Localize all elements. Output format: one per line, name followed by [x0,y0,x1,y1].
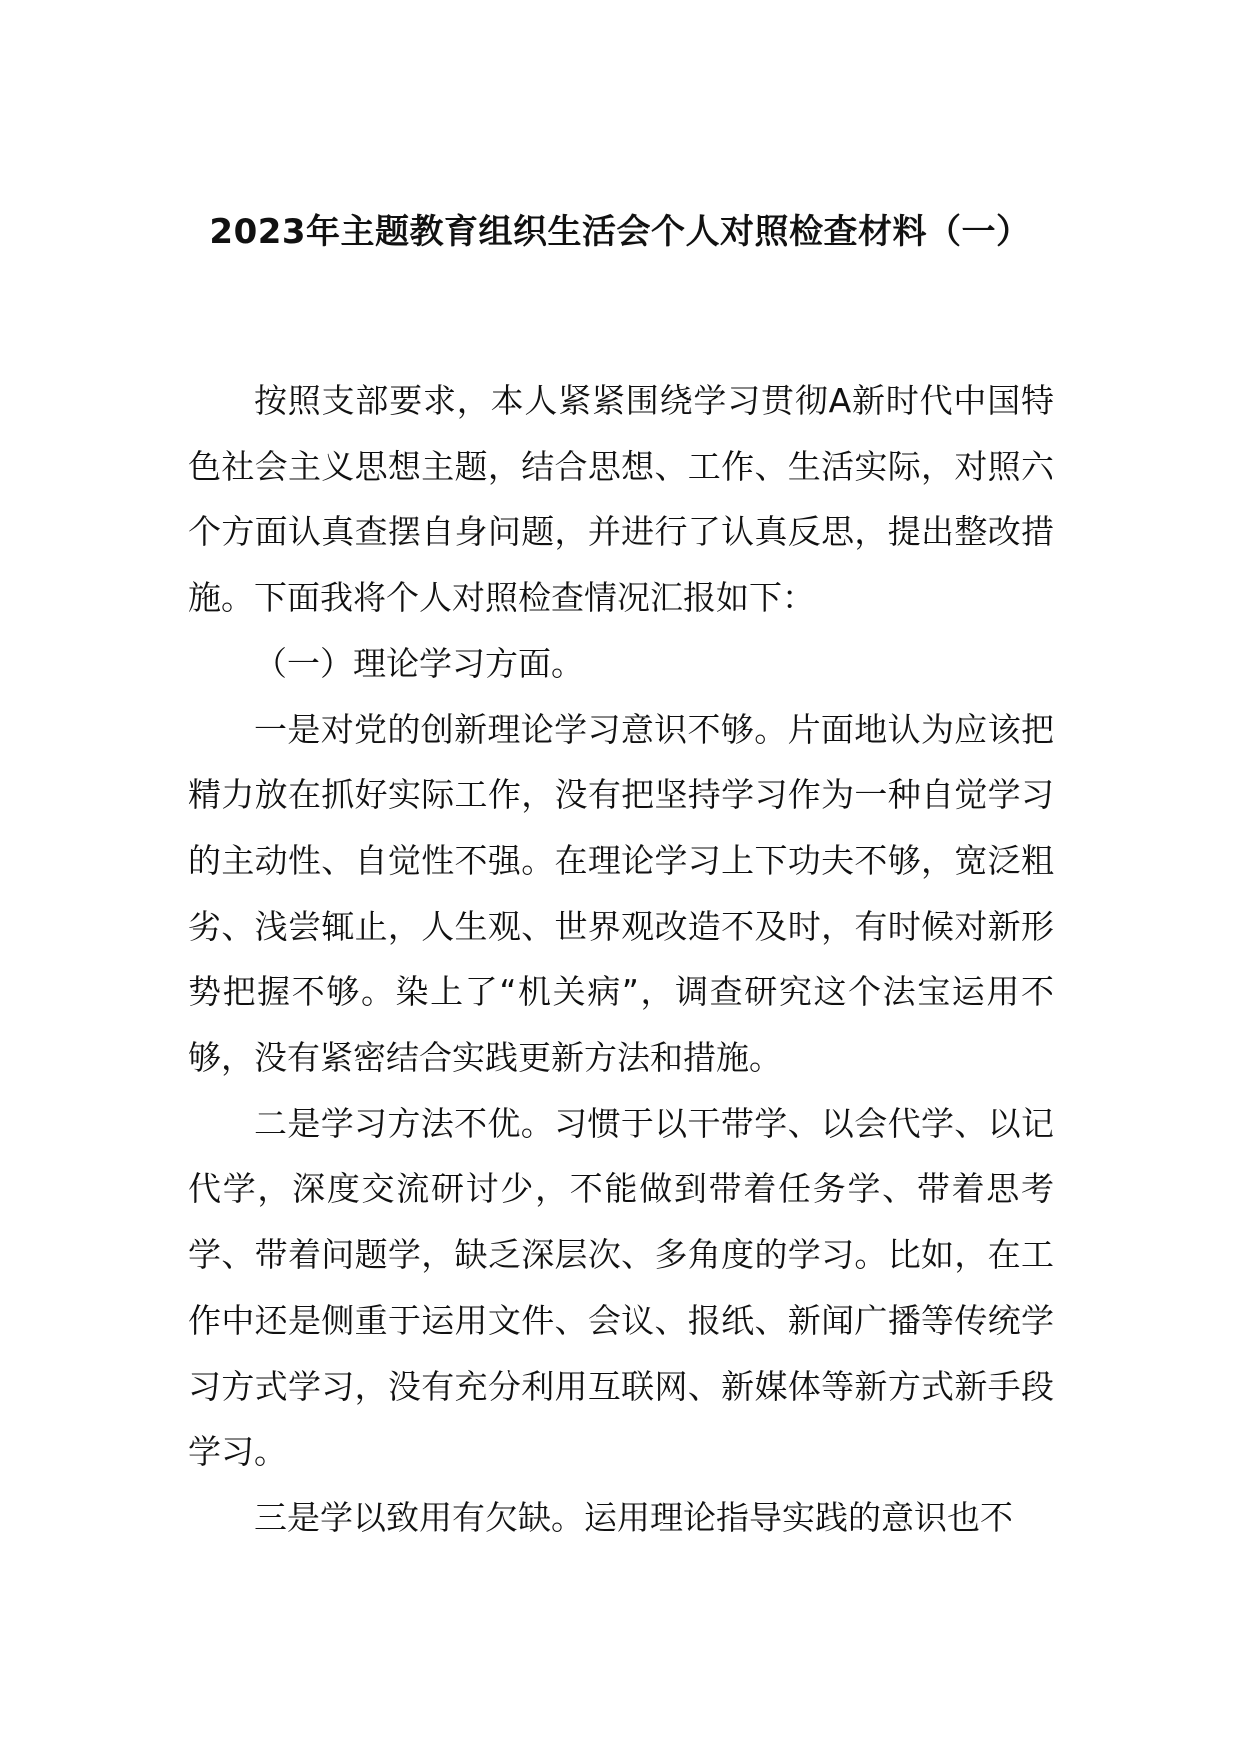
paragraph-point-two: 二是学习方法不优。习惯于以干带学、以会代学、以记代学，深度交流研讨少，不能做到带着任务学、带着思考学、带着问题学，缺乏深层次、多角度的学习。比如，在工作中还是侧重于运用文件、会议、报纸、新闻广播等传统学习方式学习，没有充分利用互联网、新媒体等新方式新手段学习。 [188,1103,1054,1472]
document-title: 2023年主题教育组织生活会个人对照检查材料（一） [209,212,1031,252]
paragraph-intro: 按照支部要求，本人紧紧围绕学习贯彻A新时代中国特色社会主义思想主题，结合思想、工作、生活实际，对照六个方面认真查摆自身问题，并进行了认真反思，提出整改措施。下面我将个人对照检查情况汇报如下： [188,381,1054,618]
paragraph-point-one: 一是对党的创新理论学习意识不够。片面地认为应该把精力放在抓好实际工作，没有把坚持学习作为一种自觉学习的主动性、自觉性不强。在理论学习上下功夫不够，宽泛粗劣、浅尝辄止，人生观、世界观改造不及时，有时候对新形势把握不够。染上了“机关病”，调查研究这个法宝运用不够，没有紧密结合实践更新方法和措施。 [188,709,1054,1078]
document-body [188,368,1054,1551]
paragraph-point-three: 三是学以致用有欠缺。运用理论指导实践的意识也不 [254,1497,1013,1537]
section-heading-theory-study: （一）理论学习方面。 [254,643,584,683]
